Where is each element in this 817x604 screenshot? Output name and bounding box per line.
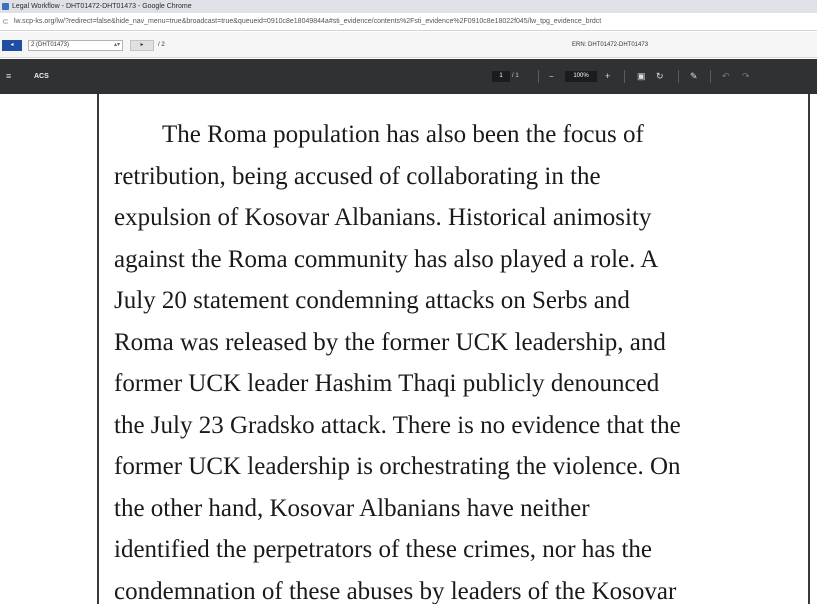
text-line: expulsion of Kosovar Albanians. Historical animosity xyxy=(114,204,652,231)
zoom-in-button[interactable]: + xyxy=(605,71,611,81)
text-line: identified the perpetrators of these crimes, nor has the xyxy=(114,536,653,563)
text-line: The Roma population has also been the focus of xyxy=(162,121,644,148)
rotate-icon[interactable]: ↻ xyxy=(656,71,664,81)
text-line: Roma was released by the former UCK leadership, and xyxy=(114,328,666,356)
pdf-page-total: / 1 xyxy=(512,73,519,79)
toolbar-divider xyxy=(538,70,539,83)
redo-icon[interactable]: ↷ xyxy=(742,71,750,81)
ern-label: ERN: DHT01472-DHT01473 xyxy=(572,42,649,48)
page-border-right xyxy=(808,94,810,604)
text-line: retribution, being accused of collaborating in the xyxy=(114,162,601,190)
toolbar-divider xyxy=(710,70,711,83)
page-border-left xyxy=(97,94,99,604)
text-line: the other hand, Kosovar Albanians have neither xyxy=(114,494,590,522)
document-page-select[interactable] xyxy=(28,40,123,51)
previous-document-button[interactable]: ◂ xyxy=(2,40,22,51)
text-line: condemnation of these abuses by leaders of the Kosovar xyxy=(114,577,677,604)
toolbar-divider xyxy=(624,70,625,83)
document-navigation-bar xyxy=(0,32,817,58)
current-page-input[interactable]: 1 xyxy=(492,71,510,82)
text-line: former UCK leader Hashim Thaqi publicly denounced xyxy=(114,370,660,397)
chevron-down-icon[interactable]: ▴▾ xyxy=(113,42,120,48)
zoom-out-button[interactable]: − xyxy=(549,72,554,81)
annotation-icon[interactable]: ✎ xyxy=(690,71,698,81)
browser-title-bar xyxy=(0,0,817,13)
pdf-document-title: ACS xyxy=(34,73,49,80)
address-bar[interactable] xyxy=(0,13,817,31)
page-select-value: 2 (DHT01473) xyxy=(31,42,70,48)
pdf-viewer-toolbar xyxy=(0,59,817,94)
window-title: Legal Workflow - DHT01472-DHT01473 - Google Chrome xyxy=(12,3,192,10)
app-icon xyxy=(2,3,9,10)
toolbar-divider xyxy=(678,70,679,83)
text-line: the July 23 Gradsko attack. There is no evidence that the xyxy=(114,411,681,439)
undo-icon[interactable]: ↶ xyxy=(722,71,730,81)
next-document-button[interactable]: ▸ xyxy=(130,40,154,51)
menu-icon[interactable]: ≡ xyxy=(6,71,12,81)
document-page-total: / 2 xyxy=(158,42,165,48)
text-line: former UCK leadership is orchestrating the violence. On xyxy=(114,453,681,480)
document-page-text xyxy=(114,114,804,604)
url-text[interactable]: lw.scp-ks.org/lw/?redirect=false&hide_nav_menu=true&broadcast=true&queueid=0910c8e18049844a#sti_evidence/contents%2Fsti_evidence%2F0910c8e18022f045/lw_tpg_evidence_brdct xyxy=(14,18,602,25)
site-info-icon[interactable]: ⊂ xyxy=(2,16,9,26)
zoom-level-input[interactable]: 100% xyxy=(565,71,597,82)
text-line: July 20 statement condemning attacks on Serbs and xyxy=(114,287,630,314)
text-line: against the Roma community has also played a role. A xyxy=(114,245,659,273)
fit-page-icon[interactable]: ▣ xyxy=(637,71,646,81)
